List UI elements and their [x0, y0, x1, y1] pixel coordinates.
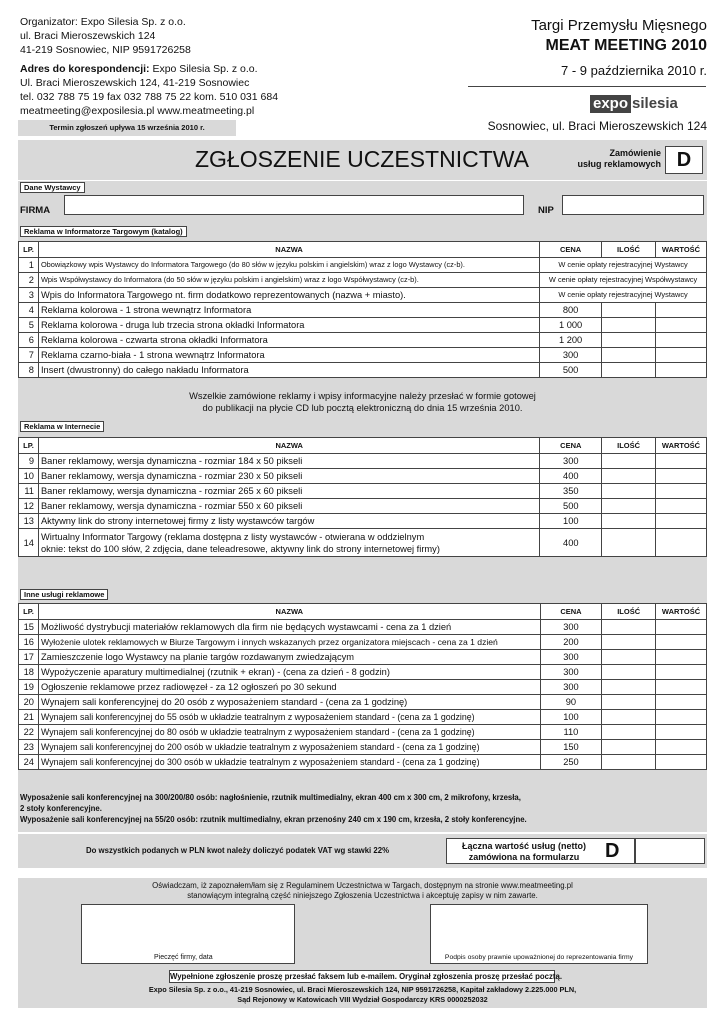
value-input[interactable] — [656, 499, 707, 514]
nip-label: NIP — [538, 205, 554, 216]
row-lp: 5 — [19, 318, 39, 333]
row-price: 400 — [540, 469, 602, 484]
order-label-2: usług reklamowych — [577, 159, 661, 169]
total-value-input[interactable] — [635, 838, 705, 864]
total-label-box — [446, 838, 635, 864]
row-name: Reklama kolorowa - druga lub trzecia strona okładki Informatora — [38, 318, 539, 333]
organizer-line-3: 41-219 Sosnowiec, NIP 9591726258 — [20, 44, 191, 56]
total-letter: D — [605, 840, 620, 862]
declaration-line-1: Oświadczam, iż zapoznałem/łam się z Regulaminem Uczestnictwa w Targach, dostępnym na stronie www.meatmeeting.pl — [152, 881, 573, 890]
table-row — [19, 514, 707, 529]
row-lp: 10 — [19, 469, 39, 484]
table-row — [19, 499, 707, 514]
row-name: Wynajem sali konferencyjnej do 20 osób z wyposażeniem standard - (cena za 1 godzinę) — [38, 695, 540, 710]
table-row — [19, 454, 707, 469]
row-name: Wynajem sali konferencyjnej do 55 osób w układzie teatralnym z wyposażeniem standard - (cena za 1 godzinę) — [38, 710, 540, 725]
form-letter-box: D — [665, 146, 703, 174]
internet-table — [18, 437, 707, 557]
table-row — [19, 695, 707, 710]
row-price: 300 — [540, 680, 602, 695]
value-input[interactable] — [655, 303, 706, 318]
row-name: Wynajem sali konferencyjnej do 300 osób w układzie teatralnym z wyposażeniem standard - (cena za 1 godzinę) — [38, 755, 540, 770]
row-price: 90 — [540, 695, 602, 710]
row-name: Insert (dwustronny) do całego nakładu Informatora — [38, 363, 539, 378]
table-row — [19, 348, 707, 363]
qty-input[interactable] — [602, 514, 656, 529]
qty-input[interactable] — [602, 499, 656, 514]
value-input[interactable] — [656, 620, 707, 635]
table-row — [19, 288, 707, 303]
row-price: 100 — [540, 710, 602, 725]
row-name: Ogłoszenie reklamowe przez radiowęzeł - za 12 ogłoszeń po 30 sekund — [38, 680, 540, 695]
qty-input[interactable] — [602, 529, 656, 557]
table-row — [19, 635, 707, 650]
qty-input[interactable] — [602, 695, 656, 710]
row-name: Baner reklamowy, wersja dynamiczna - rozmiar 550 x 60 pikseli — [38, 499, 539, 514]
row-lp: 17 — [19, 650, 39, 665]
qty-input[interactable] — [602, 469, 656, 484]
col-lp: LP. — [19, 438, 39, 454]
row-price: 500 — [540, 363, 602, 378]
qty-input[interactable] — [602, 725, 656, 740]
order-label-1: Zamówienie — [609, 148, 661, 158]
row-lp: 20 — [19, 695, 39, 710]
value-input[interactable] — [656, 650, 707, 665]
row-name: Baner reklamowy, wersja dynamiczna - rozmiar 265 x 60 pikseli — [38, 484, 539, 499]
catalog-note-line-1: Wszelkie zamówione reklamy i wpisy informacyjne należy przesłać w formie gotowej — [189, 391, 536, 401]
qty-input[interactable] — [602, 363, 656, 378]
qty-input[interactable] — [602, 348, 656, 363]
correspondence-web: meatmeeting@exposilesia.pl www.meatmeeting.pl — [20, 105, 255, 117]
company-stamp-box[interactable] — [81, 904, 295, 964]
correspondence-name: Expo Silesia Sp. z o.o. — [149, 63, 258, 75]
row-lp: 23 — [19, 740, 39, 755]
organizer-line-1: Organizator: Expo Silesia Sp. z o.o. — [20, 16, 186, 28]
row-name — [38, 529, 539, 557]
event-address: Sosnowiec, ul. Braci Mieroszewskich 124 — [487, 119, 707, 133]
other-table — [18, 603, 707, 770]
row-price: 100 — [540, 514, 602, 529]
correspondence-phones: tel. 032 788 75 19 fax 032 788 75 22 kom. 510 031 684 — [20, 91, 279, 103]
row-lp: 18 — [19, 665, 39, 680]
firma-label: FIRMA — [20, 205, 51, 216]
event-dates: 7 - 9 października 2010 r. — [561, 63, 707, 78]
row-lp: 15 — [19, 620, 39, 635]
row-lp: 19 — [19, 680, 39, 695]
row-lp: 7 — [19, 348, 39, 363]
row-name: Baner reklamowy, wersja dynamiczna - rozmiar 230 x 50 pikseli — [38, 469, 539, 484]
row-price-note: W cenie opłaty rejestracyjnej Wystawcy — [540, 258, 707, 273]
row-price: 200 — [540, 635, 602, 650]
qty-input[interactable] — [602, 710, 656, 725]
row-price: 250 — [540, 755, 602, 770]
value-input[interactable] — [655, 363, 706, 378]
row-name-line-2: oknie: tekst do 100 słów, 2 zdjęcia, dane teleadresowe, aktywny link do strony internetowej firmy) — [40, 543, 440, 554]
qty-input[interactable] — [602, 740, 656, 755]
table-row — [19, 529, 707, 557]
other-table-wrap — [18, 603, 707, 770]
correspondence-line-1 — [20, 63, 258, 76]
row-price: 300 — [540, 454, 602, 469]
qty-input[interactable] — [602, 454, 656, 469]
row-lp: 9 — [19, 454, 39, 469]
qty-input[interactable] — [602, 318, 656, 333]
row-price: 110 — [540, 725, 602, 740]
value-input[interactable] — [656, 755, 707, 770]
row-name: Aktywny link do strony internetowej firmy z listy wystawców targów — [38, 514, 539, 529]
catalog-note-line-2: do publikacji na płycie CD lub pocztą elektroniczną do dnia 15 września 2010. — [202, 403, 523, 413]
row-price: 1 200 — [540, 333, 602, 348]
row-name: Wyłożenie ulotek reklamowych w Biurze Targowym i innych wskazanych przez organizatora miejscach - cena za 1 dzień — [38, 635, 540, 650]
row-price: 1 000 — [540, 318, 602, 333]
deadline-box — [18, 120, 236, 136]
row-price: 500 — [540, 499, 602, 514]
row-lp: 16 — [19, 635, 39, 650]
row-name: Wypożyczenie aparatury multimedialnej (rzutnik + ekran) - (cena za dzień - 8 godzin) — [38, 665, 540, 680]
equipment-note — [20, 792, 527, 825]
declaration-text — [18, 881, 707, 901]
table-row — [19, 680, 707, 695]
row-lp: 3 — [19, 288, 39, 303]
row-name: Reklama kolorowa - 1 strona wewnątrz Informatora — [38, 303, 539, 318]
value-input[interactable] — [656, 680, 707, 695]
value-input[interactable] — [655, 333, 706, 348]
header-divider — [468, 86, 706, 87]
table-row — [19, 755, 707, 770]
col-value: WARTOŚĆ — [655, 242, 706, 258]
row-price: 300 — [540, 620, 602, 635]
footer-line-2: Sąd Rejonowy w Katowicach VIII Wydział Gospodarczy KRS 0000252032 — [237, 995, 488, 1004]
col-price: CENA — [540, 242, 602, 258]
qty-input[interactable] — [602, 650, 656, 665]
col-value: WARTOŚĆ — [656, 438, 707, 454]
col-lp: LP. — [19, 242, 39, 258]
table-row — [19, 484, 707, 499]
table-row — [19, 303, 707, 318]
logo-expo: expo — [590, 95, 631, 113]
qty-input[interactable] — [602, 665, 656, 680]
declaration-line-2: stanowiącym integralną część niniejszego Zgłoszenia Uczestnictwa i akceptuję zapisy w nim zawarte. — [187, 891, 538, 900]
qty-input[interactable] — [602, 333, 656, 348]
row-name: Reklama kolorowa - czwarta strona okładki Informatora — [38, 333, 539, 348]
internet-table-wrap — [18, 437, 707, 557]
table-row — [19, 333, 707, 348]
row-lp: 21 — [19, 710, 39, 725]
row-lp: 11 — [19, 484, 39, 499]
qty-input[interactable] — [602, 635, 656, 650]
col-name: NAZWA — [38, 242, 539, 258]
total-label-line-1: Łączna wartość usług (netto) — [461, 841, 586, 851]
internet-section-label: Reklama w Internecie — [20, 421, 104, 432]
organizer-line-2: ul. Braci Mieroszewskich 124 — [20, 30, 156, 42]
value-input[interactable] — [656, 469, 707, 484]
event-title: MEAT MEETING 2010 — [545, 37, 707, 54]
row-price: 150 — [540, 740, 602, 755]
catalog-section-label: Reklama w Informatorze Targowym (katalog) — [20, 226, 187, 237]
event-subtitle: Targi Przemysłu Mięsnego — [531, 17, 707, 34]
correspondence-label: Adres do korespondencji: — [20, 63, 150, 75]
row-lp: 4 — [19, 303, 39, 318]
row-price: 300 — [540, 348, 602, 363]
row-lp: 2 — [19, 273, 39, 288]
row-lp: 22 — [19, 725, 39, 740]
col-price: CENA — [540, 438, 602, 454]
table-row — [19, 665, 707, 680]
col-price: CENA — [540, 604, 602, 620]
row-price: 800 — [540, 303, 602, 318]
other-section-label: Inne usługi reklamowe — [20, 589, 108, 600]
correspondence-line-2: Ul. Braci Mieroszewskich 124, 41-219 Sosnowiec — [20, 77, 250, 89]
table-row — [19, 725, 707, 740]
row-name-line-1: Wirtualny Informator Targowy (reklama dostępna z listy wystawców - otwierana w oddzielnym — [40, 531, 425, 542]
row-name: Wynajem sali konferencyjnej do 80 osób w układzie teatralnym z wyposażeniem standard - (cena za 1 godzinę) — [38, 725, 540, 740]
other-header-row — [19, 604, 707, 620]
signature-box[interactable] — [430, 904, 648, 964]
catalog-table-wrap — [18, 241, 707, 378]
qty-input[interactable] — [602, 620, 656, 635]
expo-silesia-logo — [590, 95, 678, 113]
table-row — [19, 740, 707, 755]
qty-input[interactable] — [602, 755, 656, 770]
value-input[interactable] — [656, 454, 707, 469]
footer-company-info — [18, 985, 707, 1005]
table-row — [19, 620, 707, 635]
row-lp: 14 — [19, 529, 39, 557]
row-lp: 6 — [19, 333, 39, 348]
catalog-note — [18, 390, 707, 414]
row-price: 300 — [540, 665, 602, 680]
row-name: Zamieszczenie logo Wystawcy na planie targów rozdawanym zwiedzającym — [38, 650, 540, 665]
value-input[interactable] — [656, 725, 707, 740]
equipment-note-line-1: Wyposażenie sali konferencyjnej na 300/200/80 osób: nagłośnienie, rzutnik multimedialny, ekran 400 cm x 300 cm, 2 mikrofony, krzesła, — [20, 793, 521, 802]
exhibitor-section-label: Dane Wystawcy — [20, 182, 85, 193]
table-row — [19, 650, 707, 665]
row-name: Możliwość dystrybucji materiałów reklamowych dla firm nie będących wystawcami - cena za 1 dzień — [38, 620, 540, 635]
value-input[interactable] — [656, 484, 707, 499]
internet-header-row — [19, 438, 707, 454]
row-name: Baner reklamowy, wersja dynamiczna - rozmiar 184 x 50 pikseli — [38, 454, 539, 469]
row-price: 350 — [540, 484, 602, 499]
value-input[interactable] — [655, 348, 706, 363]
col-lp: LP. — [19, 604, 39, 620]
value-input[interactable] — [655, 318, 706, 333]
footer-line-1: Expo Silesia Sp. z o.o., 41-219 Sosnowiec, ul. Braci Mieroszewskich 124, NIP 9591726258, Kapitał zakładowy 2.225.000 PLN, — [148, 985, 577, 994]
row-lp: 12 — [19, 499, 39, 514]
form-title: ZGŁOSZENIE UCZESTNICTWA — [195, 146, 529, 172]
deadline-text: Termin zgłoszeń upływa 15 września 2010 r. — [49, 123, 205, 132]
row-name: Wynajem sali konferencyjnej do 200 osób w układzie teatralnym z wyposażeniem standard - (cena za 1 godzinę) — [38, 740, 540, 755]
row-price: 300 — [540, 650, 602, 665]
row-lp: 13 — [19, 514, 39, 529]
qty-input[interactable] — [602, 484, 656, 499]
footer-notice: Wypełnione zgłoszenie proszę przesłać faksem lub e-mailem. Oryginał zgłoszenia proszę przesłać pocztą. — [170, 972, 562, 981]
row-name: Reklama czarno-biała - 1 strona wewnątrz Informatora — [38, 348, 539, 363]
value-input[interactable] — [656, 514, 707, 529]
table-row — [19, 258, 707, 273]
table-row — [19, 363, 707, 378]
table-row — [19, 273, 707, 288]
row-lp: 24 — [19, 755, 39, 770]
value-input[interactable] — [656, 740, 707, 755]
col-name: NAZWA — [38, 438, 539, 454]
value-input[interactable] — [656, 529, 707, 557]
nip-input[interactable] — [562, 195, 704, 215]
value-input[interactable] — [656, 665, 707, 680]
logo-silesia: silesia — [632, 95, 678, 112]
row-name: Obowiązkowy wpis Wystawcy do Informatora Targowego (do 80 słów w języku polskim i angielskim) wraz z logo Wystawcy (cz-b). — [38, 258, 539, 273]
total-label-line-2: zamówiona na formularzu — [468, 852, 580, 862]
qty-input[interactable] — [602, 303, 656, 318]
row-lp: 8 — [19, 363, 39, 378]
table-row — [19, 469, 707, 484]
row-name: Wpis do Informatora Targowego nt. firm dodatkowo reprezentowanych (nazwa + miasto). — [38, 288, 539, 303]
table-row — [19, 318, 707, 333]
col-qty: ILOŚĆ — [602, 242, 656, 258]
value-input[interactable] — [656, 635, 707, 650]
row-price-note: W cenie opłaty rejestracyjnej Współwystawcy — [540, 273, 707, 288]
col-value: WARTOŚĆ — [656, 604, 707, 620]
vat-note: Do wszystkich podanych w PLN kwot należy doliczyć podatek VAT wg stawki 22% — [86, 846, 389, 855]
row-lp: 1 — [19, 258, 39, 273]
catalog-table — [18, 241, 707, 378]
value-input[interactable] — [656, 710, 707, 725]
row-price-note: W cenie opłaty rejestracyjnej Wystawcy — [540, 288, 707, 303]
equipment-note-line-3: Wyposażenie sali konferencyjnej na 55/20 osób: rzutnik multimedialny, ekran przenośny 240 cm x 190 cm, krzesła, 2 stoły konferencyjne. — [20, 815, 527, 824]
catalog-header-row — [19, 242, 707, 258]
qty-input[interactable] — [602, 680, 656, 695]
stamp-label: Pieczęć firmy, data — [154, 954, 213, 961]
value-input[interactable] — [656, 695, 707, 710]
col-qty: ILOŚĆ — [602, 604, 656, 620]
signature-label: Podpis osoby prawnie upoważnionej do reprezentowania firmy — [444, 954, 634, 961]
equipment-note-line-2: 2 stoły konferencyjne. — [20, 804, 102, 813]
col-name: NAZWA — [38, 604, 540, 620]
table-row — [19, 710, 707, 725]
col-qty: ILOŚĆ — [602, 438, 656, 454]
row-price: 400 — [540, 529, 602, 557]
row-name: Wpis Współwystawcy do Informatora (do 50 słów w języku polskim i angielskim) wraz z logo Współwystawcy (cz-b). — [38, 273, 539, 288]
firma-input[interactable] — [64, 195, 524, 215]
